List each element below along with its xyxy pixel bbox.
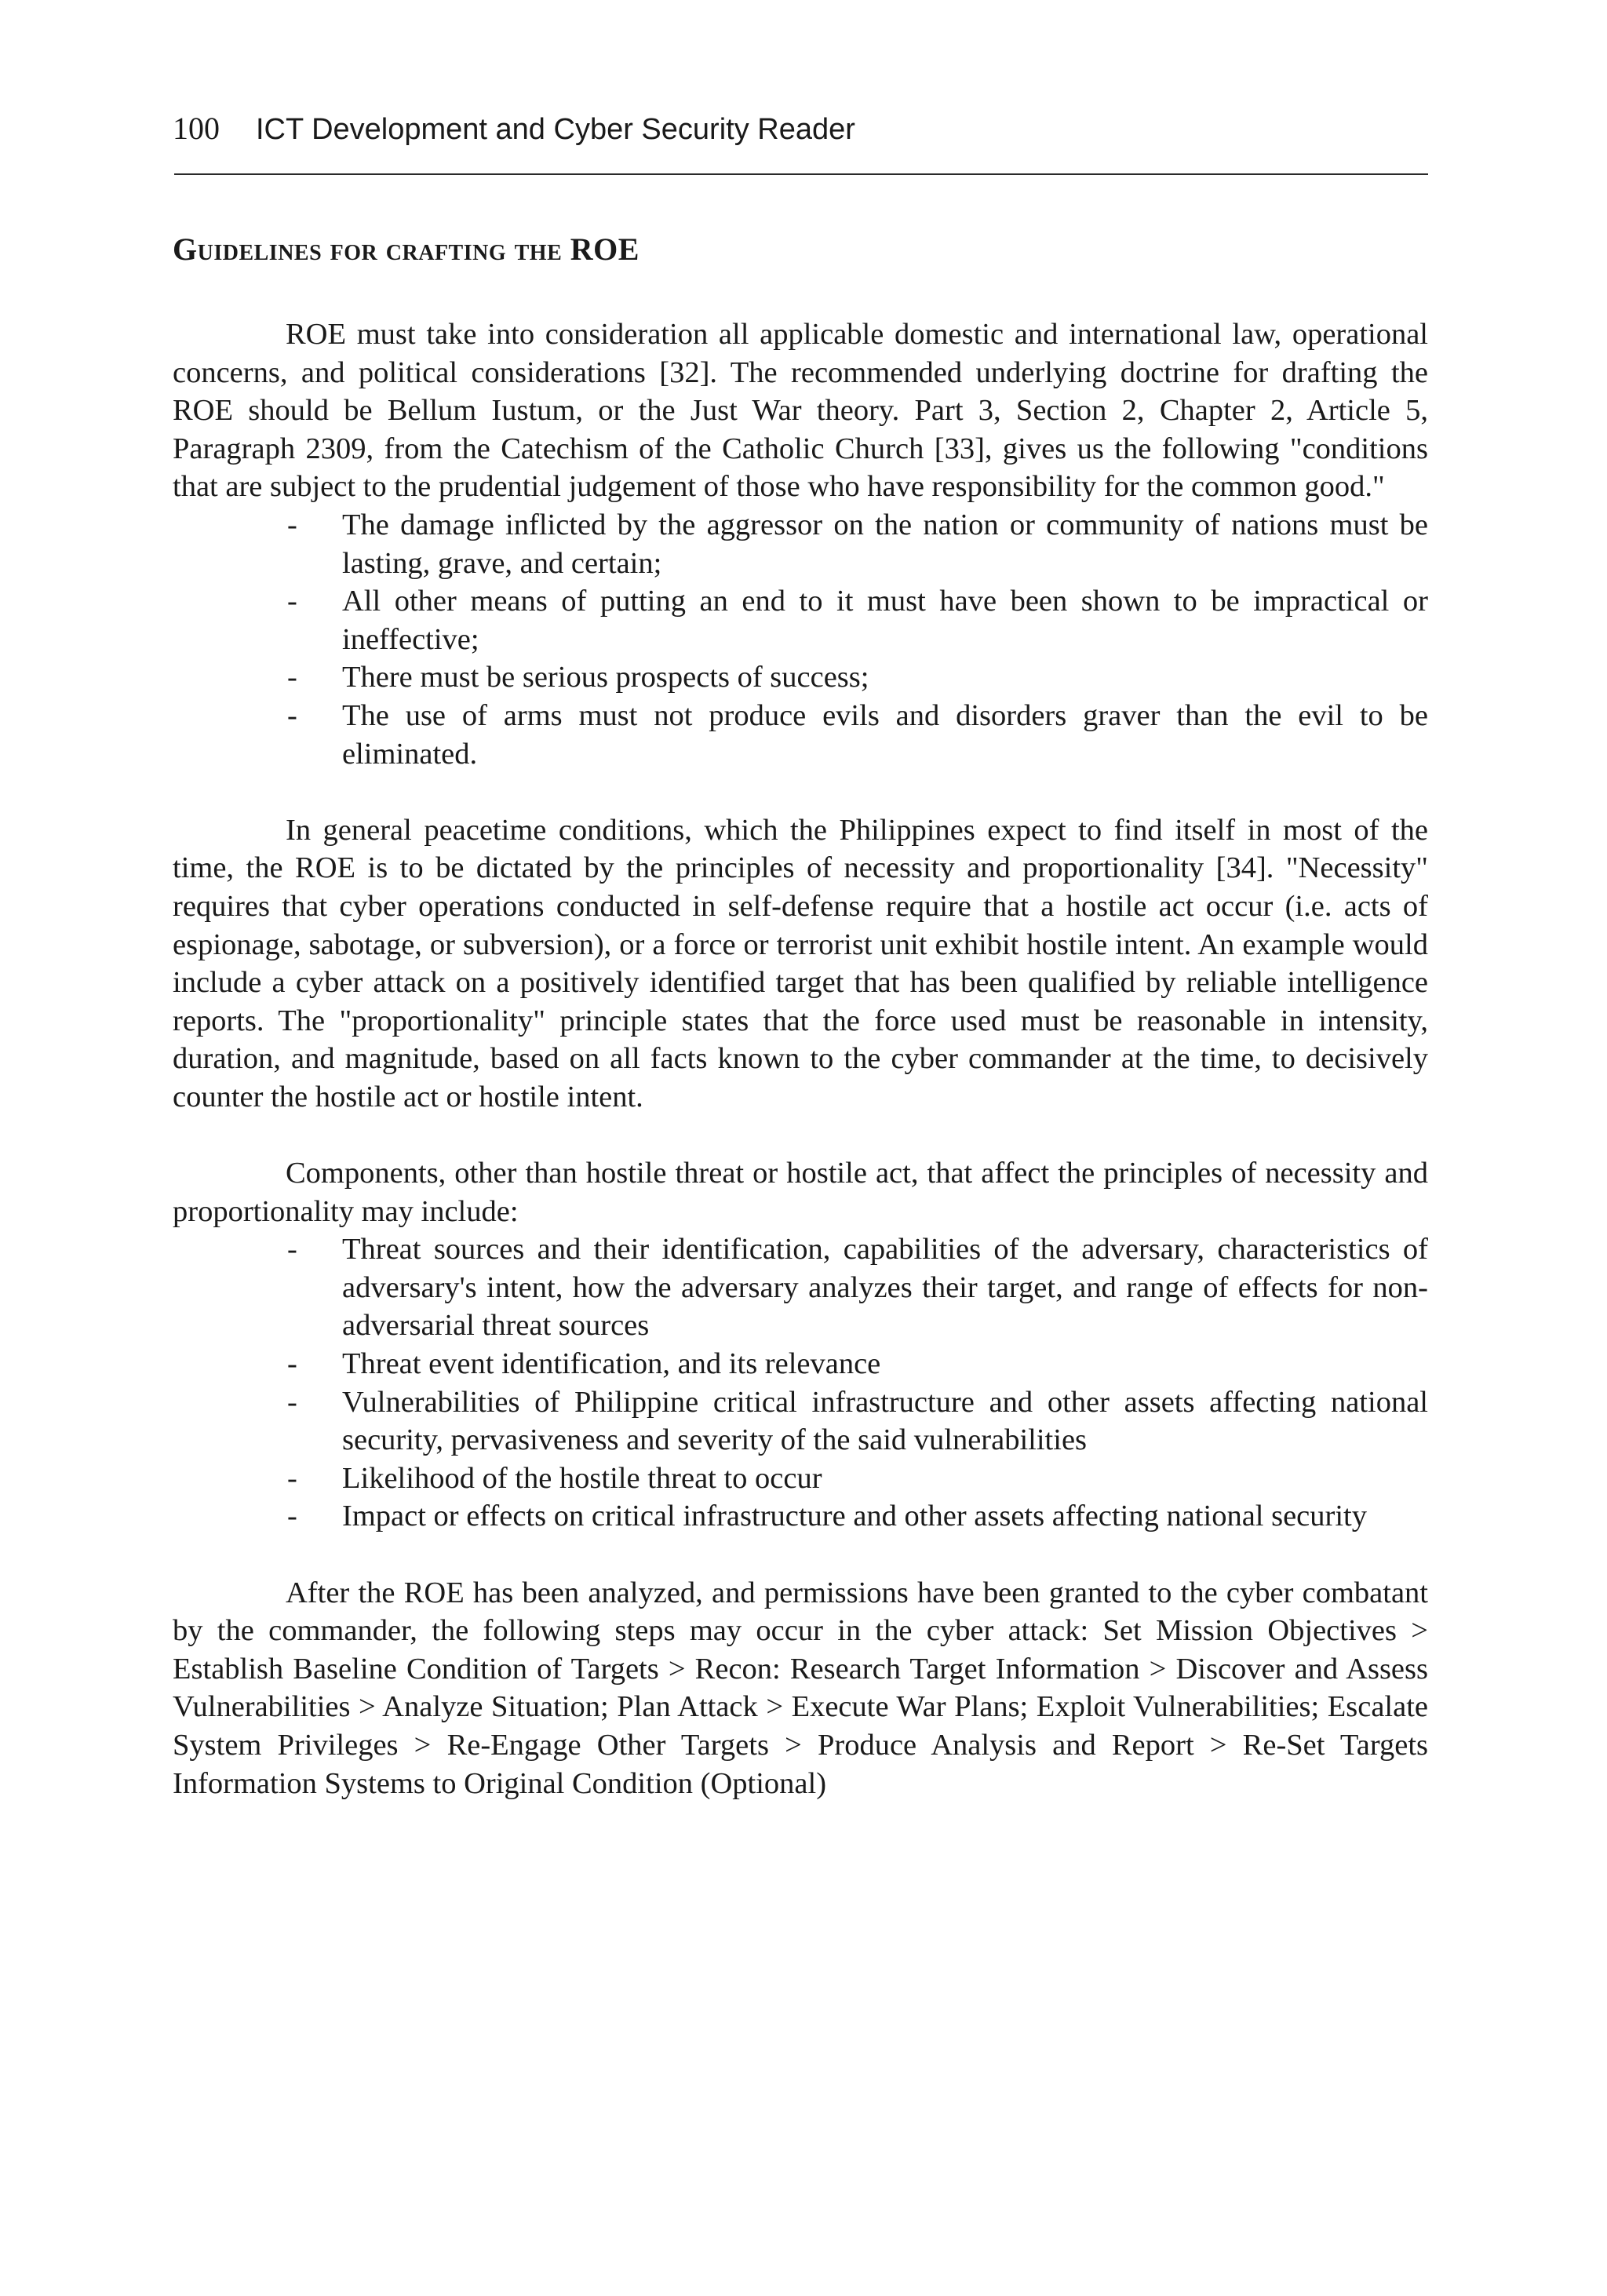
list-item [173, 1345, 1428, 1383]
list-dash: - [287, 1347, 297, 1381]
list-item-text: There must be serious prospects of success; [342, 661, 869, 694]
list-dash: - [287, 661, 297, 694]
conditions-list [173, 506, 1428, 773]
list-item-text: Threat sources and their identification, capabilities of the adversary, characteristics of adversary's intent, how the adversary analyzes their target, and range of effects for non-adversarial threat sources [342, 1233, 1428, 1343]
section-heading: Guidelines for crafting the ROE [173, 231, 640, 267]
paragraph-spacer [173, 1116, 1428, 1154]
list-item [173, 1230, 1428, 1345]
page-body [173, 226, 1428, 1802]
list-item [173, 1383, 1428, 1460]
list-item [173, 582, 1428, 658]
paragraph-spacer [173, 1536, 1428, 1574]
page-number: 100 [173, 111, 220, 146]
list-item-text: Threat event identification, and its relevance [342, 1347, 881, 1381]
list-item-text: Likelihood of the hostile threat to occur [342, 1461, 822, 1495]
list-item [173, 1497, 1428, 1536]
list-dash: - [287, 1233, 297, 1266]
list-item [173, 697, 1428, 773]
list-dash: - [287, 698, 297, 732]
list-item-text: All other means of putting an end to it must have been shown to be impractical or ineffective; [342, 585, 1428, 656]
header-rule [174, 173, 1428, 175]
book-title: ICT Development and Cyber Security Reader [256, 113, 855, 146]
list-item-text: The damage inflicted by the aggressor on the nation or community of nations must be lasting, grave, and certain; [342, 508, 1428, 580]
running-header [173, 110, 1428, 157]
paragraph-attack-steps: After the ROE has been analyzed, and permissions have been granted to the cyber combatant by the commander, the following steps may occur in the cyber attack: Set Mission Objectives > Establish Baseline Condition of Targets > Recon: Research Target Information > Discover and Assess Vulnerabilities > Analyze Situation; Plan Attack > Execute War Plans; Exploit Vulnerabilities; Escalate System Privileges > Re-Engage Other Targets > Produce Analysis and Report > Re-Set Targets Information Systems to Original Condition (Optional) [173, 1576, 1428, 1800]
list-dash: - [287, 1385, 297, 1419]
list-item [173, 1460, 1428, 1498]
paragraph-peacetime: In general peacetime conditions, which the Philippines expect to find itself in most of the time, the ROE is to be dictated by the principles of necessity and proportionality [34]. "Necessity" requires that cyber operations conducted in self-defense require that a hostile act occur (i.e. acts of espionage, sabotage, or subversion), or a force or terrorist unit exhibit hostile intent. An example would include a cyber attack on a positively identified target that has been qualified by reliable intelligence reports. The "proportionality" principle states that the force used must be reasonable in intensity, duration, and magnitude, based on all facts known to the cyber commander at the time, to decisively counter the hostile act or hostile intent. [173, 813, 1428, 1113]
list-dash: - [287, 1500, 297, 1533]
paragraph-components: Components, other than hostile threat or hostile act, that affect the principles of necessity and proportionality may include: [173, 1157, 1428, 1228]
list-item-text: The use of arms must not produce evils and disorders graver than the evil to be eliminated. [342, 698, 1428, 771]
list-dash: - [287, 1461, 297, 1495]
components-list [173, 1230, 1428, 1536]
list-item [173, 506, 1428, 582]
list-item [173, 658, 1428, 697]
paragraph-spacer [173, 773, 1428, 811]
list-item-text: Impact or effects on critical infrastructure and other assets affecting national security [342, 1500, 1367, 1533]
list-dash: - [287, 508, 297, 541]
paragraph-roe-intro: ROE must take into consideration all applicable domestic and international law, operational concerns, and political considerations [32]. The recommended underlying doctrine for drafting the ROE should be Bellum Iustum, or the Just War theory. Part 3, Section 2, Chapter 2, Article 5, Paragraph 2309, from the Catechism of the Catholic Church [33], gives us the following "conditions that are subject to the prudential judgement of those who have responsibility for the common good." [173, 318, 1428, 504]
list-item-text: Vulnerabilities of Philippine critical infrastructure and other assets affecting national security, pervasiveness and severity of the said vulnerabilities [342, 1385, 1428, 1457]
list-dash: - [287, 585, 297, 618]
